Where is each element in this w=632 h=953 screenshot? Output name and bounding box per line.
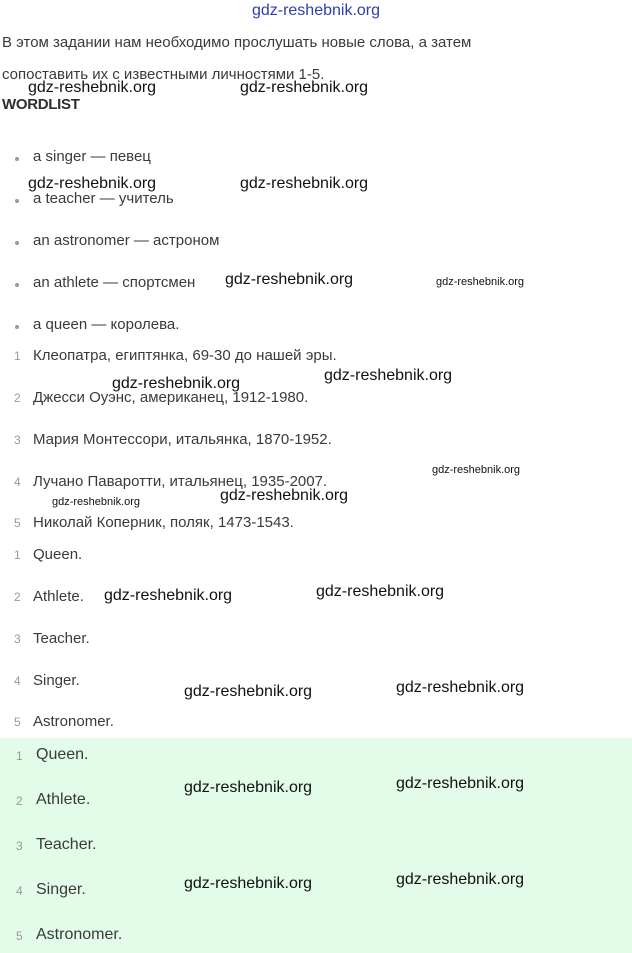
list-number: 5 — [16, 929, 23, 943]
bullet-icon — [15, 241, 19, 245]
people-item-text: Лучано Паваротти, итальянец, 1935-2007. — [33, 473, 328, 490]
people-item-text: Николай Коперник, поляк, 1473-1543. — [33, 514, 294, 531]
watermark: gdz-reshebnik.org — [396, 775, 525, 792]
answer-item-text: Astronomer. — [36, 926, 123, 943]
wordlist-item-text: a singer — певец — [33, 148, 151, 165]
watermark: gdz-reshebnik.org — [28, 175, 157, 192]
bullet-icon — [15, 325, 19, 329]
list-number: 4 — [16, 884, 23, 898]
wordlist-item-text: an athlete — спортсмен — [33, 274, 196, 291]
wordlist-item-text: a teacher — учитель — [33, 190, 174, 207]
watermark: gdz-reshebnik.org — [184, 683, 313, 700]
people-item-text: Джесси Оуэнс, американец, 1912-1980. — [33, 389, 309, 406]
intro-line-1: В этом задании нам необходимо прослушать новые слова, а затем — [2, 34, 472, 51]
watermark: gdz-reshebnik.org — [396, 871, 525, 888]
bullet-icon — [15, 283, 19, 287]
bullet-icon — [15, 157, 19, 161]
wordlist-title: WORDLIST — [2, 96, 80, 113]
list-number: 3 — [14, 433, 21, 447]
list-number: 1 — [16, 749, 23, 763]
watermark: gdz-reshebnik.org — [184, 779, 313, 796]
watermark: gdz-reshebnik.org — [432, 464, 521, 476]
list-number: 2 — [16, 794, 23, 808]
watermark: gdz-reshebnik.org — [28, 79, 157, 96]
watermark: gdz-reshebnik.org — [436, 276, 525, 288]
watermark: gdz-reshebnik.org — [396, 679, 525, 696]
people-item-text: Клеопатра, египтянка, 69-30 до нашей эры. — [33, 347, 337, 364]
list-number: 4 — [14, 674, 21, 688]
list-number: 1 — [14, 349, 21, 363]
bullet-icon — [15, 199, 19, 203]
watermark: gdz-reshebnik.org — [184, 875, 313, 892]
intro-line-2: сопоставить их с известными личностями 1-5. — [2, 66, 325, 83]
match-item-text: Singer. — [33, 672, 80, 689]
watermark: gdz-reshebnik.org — [104, 587, 233, 604]
people-item-text: Мария Монтессори, итальянка, 1870-1952. — [33, 431, 332, 448]
watermark: gdz-reshebnik.org — [225, 271, 354, 288]
watermark: gdz-reshebnik.org — [52, 496, 141, 508]
list-number: 5 — [14, 516, 21, 530]
match-item-text: Astronomer. — [33, 713, 114, 730]
watermark: gdz-reshebnik.org — [316, 583, 445, 600]
answer-item-text: Athlete. — [36, 791, 91, 808]
watermark: gdz-reshebnik.org — [324, 367, 453, 384]
answer-item-text: Queen. — [36, 746, 89, 763]
list-number: 4 — [14, 475, 21, 489]
list-number: 3 — [16, 839, 23, 853]
match-item-text: Queen. — [33, 546, 83, 563]
list-number: 5 — [14, 715, 21, 729]
wordlist-item-text: an astronomer — астроном — [33, 232, 220, 249]
list-number: 1 — [14, 548, 21, 562]
wordlist-item-text: a queen — королева. — [33, 316, 180, 333]
match-item-text: Athlete. — [33, 588, 84, 605]
list-number: 3 — [14, 632, 21, 646]
answer-item-text: Singer. — [36, 881, 86, 898]
list-number: 2 — [14, 590, 21, 604]
watermark: gdz-reshebnik.org — [240, 79, 369, 96]
watermark: gdz-reshebnik.org — [240, 175, 369, 192]
header-watermark: gdz-reshebnik.org — [251, 2, 381, 19]
match-item-text: Teacher. — [33, 630, 90, 647]
watermark: gdz-reshebnik.org — [112, 375, 241, 392]
answer-item-text: Teacher. — [36, 836, 97, 853]
list-number: 2 — [14, 391, 21, 405]
watermark: gdz-reshebnik.org — [220, 487, 349, 504]
